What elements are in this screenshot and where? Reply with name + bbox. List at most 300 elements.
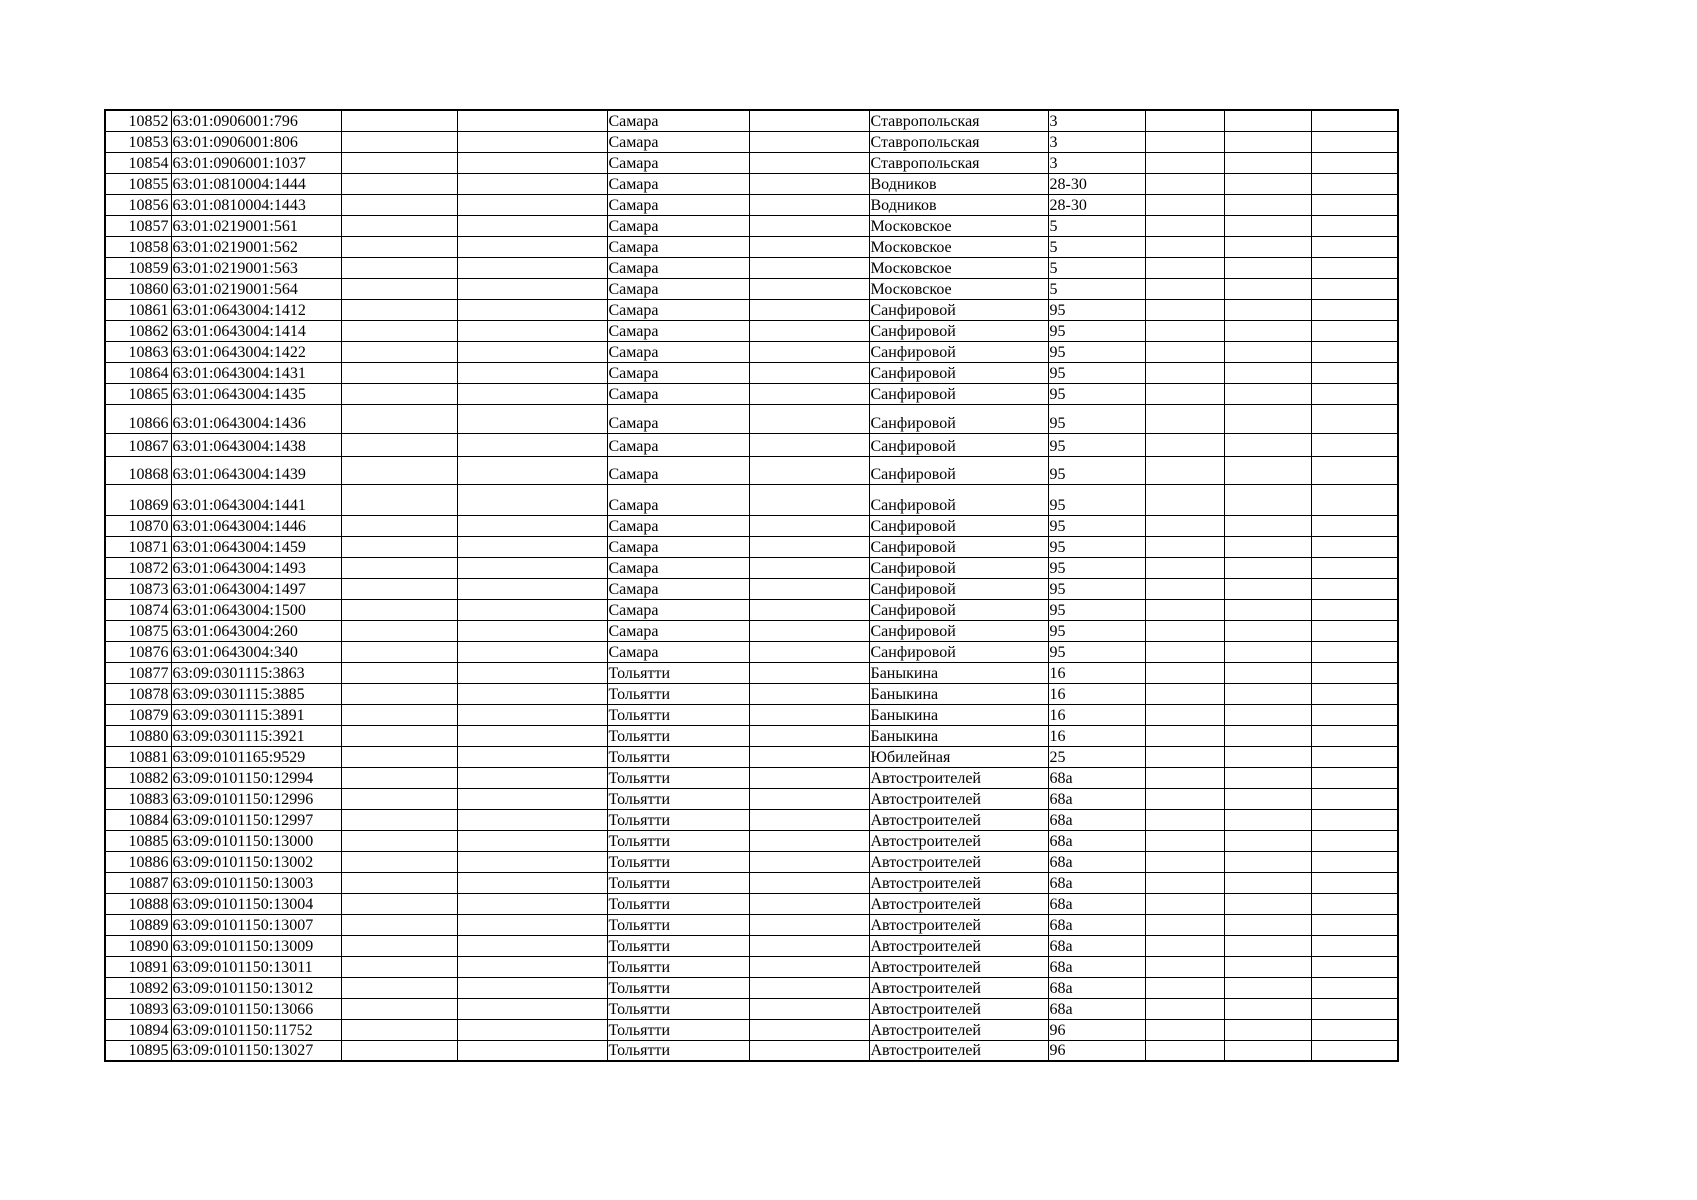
blank-col-10-cell xyxy=(1224,215,1311,236)
blank-col-9-cell xyxy=(1145,152,1224,173)
blank-col-6-cell xyxy=(749,599,869,620)
city-cell: Самара xyxy=(607,131,749,152)
row-number-cell: 10856 xyxy=(105,194,171,215)
blank-col-4-cell xyxy=(457,662,607,683)
house-number-cell: 95 xyxy=(1048,557,1145,578)
table-row xyxy=(105,362,1398,383)
blank-col-6-cell xyxy=(749,620,869,641)
blank-col-4-cell xyxy=(457,599,607,620)
blank-col-6-cell xyxy=(749,433,869,456)
blank-col-3-cell xyxy=(341,194,457,215)
table-row xyxy=(105,809,1398,830)
table-row xyxy=(105,404,1398,433)
blank-col-10-cell xyxy=(1224,320,1311,341)
row-number-cell: 10883 xyxy=(105,788,171,809)
blank-col-10-cell xyxy=(1224,1019,1311,1040)
blank-col-3-cell xyxy=(341,404,457,433)
house-number-cell: 95 xyxy=(1048,404,1145,433)
blank-col-3-cell xyxy=(341,278,457,299)
row-number-cell: 10886 xyxy=(105,851,171,872)
city-cell: Тольятти xyxy=(607,809,749,830)
table-row xyxy=(105,131,1398,152)
blank-col-10-cell xyxy=(1224,362,1311,383)
table-row xyxy=(105,1040,1398,1061)
row-number-cell: 10853 xyxy=(105,131,171,152)
city-cell: Самара xyxy=(607,536,749,557)
row-number-cell: 10889 xyxy=(105,914,171,935)
row-number-cell: 10881 xyxy=(105,746,171,767)
blank-col-6-cell xyxy=(749,456,869,484)
blank-col-11-cell xyxy=(1311,557,1398,578)
row-number-cell: 10878 xyxy=(105,683,171,704)
city-cell: Самара xyxy=(607,484,749,515)
street-cell: Баныкина xyxy=(869,704,1048,725)
blank-col-4-cell xyxy=(457,320,607,341)
row-number-cell: 10858 xyxy=(105,236,171,257)
blank-col-3-cell xyxy=(341,578,457,599)
street-cell: Санфировой xyxy=(869,404,1048,433)
blank-col-6-cell xyxy=(749,872,869,893)
blank-col-3-cell xyxy=(341,872,457,893)
blank-col-11-cell xyxy=(1311,725,1398,746)
city-cell: Самара xyxy=(607,620,749,641)
table-row xyxy=(105,257,1398,278)
street-cell: Баныкина xyxy=(869,725,1048,746)
table-row xyxy=(105,977,1398,998)
table-row xyxy=(105,704,1398,725)
table-row xyxy=(105,620,1398,641)
street-cell: Автостроителей xyxy=(869,935,1048,956)
cadastral-number-cell: 63:01:0643004:1414 xyxy=(171,320,341,341)
blank-col-3-cell xyxy=(341,557,457,578)
blank-col-9-cell xyxy=(1145,557,1224,578)
row-number-cell: 10855 xyxy=(105,173,171,194)
blank-col-9-cell xyxy=(1145,641,1224,662)
blank-col-10-cell xyxy=(1224,977,1311,998)
blank-col-9-cell xyxy=(1145,662,1224,683)
blank-col-6-cell xyxy=(749,851,869,872)
blank-col-3-cell xyxy=(341,599,457,620)
blank-col-11-cell xyxy=(1311,299,1398,320)
blank-col-11-cell xyxy=(1311,278,1398,299)
city-cell: Самара xyxy=(607,456,749,484)
blank-col-3-cell xyxy=(341,788,457,809)
row-number-cell: 10872 xyxy=(105,557,171,578)
blank-col-9-cell xyxy=(1145,194,1224,215)
blank-col-9-cell xyxy=(1145,383,1224,404)
row-number-cell: 10860 xyxy=(105,278,171,299)
city-cell: Тольятти xyxy=(607,746,749,767)
blank-col-6-cell xyxy=(749,1019,869,1040)
city-cell: Самара xyxy=(607,404,749,433)
blank-col-6-cell xyxy=(749,935,869,956)
blank-col-4-cell xyxy=(457,851,607,872)
blank-col-3-cell xyxy=(341,236,457,257)
house-number-cell: 96 xyxy=(1048,1019,1145,1040)
blank-col-3-cell xyxy=(341,433,457,456)
cadastral-number-cell: 63:09:0101150:12997 xyxy=(171,809,341,830)
city-cell: Тольятти xyxy=(607,683,749,704)
row-number-cell: 10880 xyxy=(105,725,171,746)
blank-col-3-cell xyxy=(341,1040,457,1061)
blank-col-3-cell xyxy=(341,914,457,935)
blank-col-6-cell xyxy=(749,998,869,1019)
street-cell: Автостроителей xyxy=(869,809,1048,830)
street-cell: Автостроителей xyxy=(869,956,1048,977)
cadastral-number-cell: 63:01:0906001:806 xyxy=(171,131,341,152)
blank-col-9-cell xyxy=(1145,683,1224,704)
blank-col-9-cell xyxy=(1145,1040,1224,1061)
blank-col-4-cell xyxy=(457,236,607,257)
blank-col-3-cell xyxy=(341,320,457,341)
blank-col-10-cell xyxy=(1224,341,1311,362)
table-row xyxy=(105,557,1398,578)
blank-col-10-cell xyxy=(1224,433,1311,456)
cadastral-number-cell: 63:01:0643004:340 xyxy=(171,641,341,662)
blank-col-9-cell xyxy=(1145,998,1224,1019)
table-row xyxy=(105,956,1398,977)
row-number-cell: 10892 xyxy=(105,977,171,998)
row-number-cell: 10873 xyxy=(105,578,171,599)
cadastral-number-cell: 63:09:0101150:13003 xyxy=(171,872,341,893)
cadastral-number-cell: 63:01:0219001:561 xyxy=(171,215,341,236)
blank-col-6-cell xyxy=(749,977,869,998)
street-cell: Санфировой xyxy=(869,620,1048,641)
city-cell: Тольятти xyxy=(607,851,749,872)
blank-col-4-cell xyxy=(457,872,607,893)
city-cell: Тольятти xyxy=(607,1019,749,1040)
street-cell: Санфировой xyxy=(869,599,1048,620)
blank-col-4-cell xyxy=(457,935,607,956)
blank-col-9-cell xyxy=(1145,173,1224,194)
table-row xyxy=(105,383,1398,404)
blank-col-9-cell xyxy=(1145,935,1224,956)
table-row xyxy=(105,767,1398,788)
city-cell: Тольятти xyxy=(607,788,749,809)
blank-col-3-cell xyxy=(341,173,457,194)
table-row xyxy=(105,935,1398,956)
blank-col-9-cell xyxy=(1145,341,1224,362)
blank-col-3-cell xyxy=(341,641,457,662)
blank-col-10-cell xyxy=(1224,830,1311,851)
blank-col-6-cell xyxy=(749,641,869,662)
blank-col-9-cell xyxy=(1145,299,1224,320)
row-number-cell: 10863 xyxy=(105,341,171,362)
house-number-cell: 95 xyxy=(1048,515,1145,536)
blank-col-10-cell xyxy=(1224,641,1311,662)
street-cell: Санфировой xyxy=(869,641,1048,662)
cadastral-number-cell: 63:01:0643004:1500 xyxy=(171,599,341,620)
blank-col-4-cell xyxy=(457,578,607,599)
blank-col-6-cell xyxy=(749,704,869,725)
blank-col-4-cell xyxy=(457,1040,607,1061)
blank-col-4-cell xyxy=(457,956,607,977)
street-cell: Водников xyxy=(869,173,1048,194)
table-row xyxy=(105,152,1398,173)
city-cell: Тольятти xyxy=(607,977,749,998)
cadastral-number-cell: 63:01:0810004:1444 xyxy=(171,173,341,194)
table-row xyxy=(105,236,1398,257)
row-number-cell: 10864 xyxy=(105,362,171,383)
cadastral-number-cell: 63:01:0219001:563 xyxy=(171,257,341,278)
blank-col-6-cell xyxy=(749,110,869,131)
street-cell: Санфировой xyxy=(869,456,1048,484)
blank-col-4-cell xyxy=(457,299,607,320)
house-number-cell: 95 xyxy=(1048,641,1145,662)
table-row xyxy=(105,299,1398,320)
table-row xyxy=(105,110,1398,131)
blank-col-11-cell xyxy=(1311,851,1398,872)
blank-col-9-cell xyxy=(1145,977,1224,998)
blank-col-9-cell xyxy=(1145,215,1224,236)
street-cell: Автостроителей xyxy=(869,788,1048,809)
row-number-cell: 10867 xyxy=(105,433,171,456)
blank-col-9-cell xyxy=(1145,893,1224,914)
cadastral-number-cell: 63:01:0219001:564 xyxy=(171,278,341,299)
blank-col-9-cell xyxy=(1145,110,1224,131)
blank-col-10-cell xyxy=(1224,1040,1311,1061)
table-row xyxy=(105,662,1398,683)
blank-col-11-cell xyxy=(1311,893,1398,914)
street-cell: Московское xyxy=(869,278,1048,299)
row-number-cell: 10862 xyxy=(105,320,171,341)
blank-col-9-cell xyxy=(1145,788,1224,809)
street-cell: Санфировой xyxy=(869,299,1048,320)
blank-col-9-cell xyxy=(1145,914,1224,935)
blank-col-9-cell xyxy=(1145,484,1224,515)
blank-col-11-cell xyxy=(1311,662,1398,683)
blank-col-3-cell xyxy=(341,215,457,236)
cadastral-number-cell: 63:01:0643004:1493 xyxy=(171,557,341,578)
street-cell: Ставропольская xyxy=(869,152,1048,173)
street-cell: Автостроителей xyxy=(869,914,1048,935)
blank-col-11-cell xyxy=(1311,152,1398,173)
blank-col-6-cell xyxy=(749,341,869,362)
cadastral-number-cell: 63:01:0643004:1431 xyxy=(171,362,341,383)
city-cell: Самара xyxy=(607,278,749,299)
house-number-cell: 5 xyxy=(1048,236,1145,257)
blank-col-10-cell xyxy=(1224,515,1311,536)
street-cell: Санфировой xyxy=(869,515,1048,536)
house-number-cell: 95 xyxy=(1048,299,1145,320)
house-number-cell: 68а xyxy=(1048,914,1145,935)
blank-col-3-cell xyxy=(341,851,457,872)
blank-col-3-cell xyxy=(341,620,457,641)
city-cell: Самара xyxy=(607,641,749,662)
blank-col-3-cell xyxy=(341,809,457,830)
table-row xyxy=(105,215,1398,236)
blank-col-6-cell xyxy=(749,152,869,173)
blank-col-9-cell xyxy=(1145,620,1224,641)
blank-col-11-cell xyxy=(1311,1019,1398,1040)
table-row xyxy=(105,746,1398,767)
cadastral-number-cell: 63:01:0643004:1422 xyxy=(171,341,341,362)
blank-col-4-cell xyxy=(457,767,607,788)
blank-col-11-cell xyxy=(1311,536,1398,557)
table-row xyxy=(105,341,1398,362)
city-cell: Самара xyxy=(607,433,749,456)
blank-col-9-cell xyxy=(1145,362,1224,383)
cadastral-number-cell: 63:01:0810004:1443 xyxy=(171,194,341,215)
blank-col-9-cell xyxy=(1145,851,1224,872)
blank-col-6-cell xyxy=(749,725,869,746)
city-cell: Тольятти xyxy=(607,1040,749,1061)
row-number-cell: 10875 xyxy=(105,620,171,641)
blank-col-11-cell xyxy=(1311,809,1398,830)
blank-col-3-cell xyxy=(341,998,457,1019)
row-number-cell: 10876 xyxy=(105,641,171,662)
table-row xyxy=(105,830,1398,851)
blank-col-11-cell xyxy=(1311,383,1398,404)
blank-col-3-cell xyxy=(341,1019,457,1040)
row-number-cell: 10895 xyxy=(105,1040,171,1061)
blank-col-10-cell xyxy=(1224,536,1311,557)
blank-col-9-cell xyxy=(1145,704,1224,725)
blank-col-9-cell xyxy=(1145,131,1224,152)
blank-col-6-cell xyxy=(749,131,869,152)
house-number-cell: 5 xyxy=(1048,257,1145,278)
blank-col-9-cell xyxy=(1145,578,1224,599)
blank-col-9-cell xyxy=(1145,1019,1224,1040)
blank-col-9-cell xyxy=(1145,767,1224,788)
blank-col-6-cell xyxy=(749,278,869,299)
house-number-cell: 16 xyxy=(1048,683,1145,704)
blank-col-10-cell xyxy=(1224,456,1311,484)
blank-col-10-cell xyxy=(1224,383,1311,404)
blank-col-10-cell xyxy=(1224,110,1311,131)
row-number-cell: 10884 xyxy=(105,809,171,830)
house-number-cell: 95 xyxy=(1048,383,1145,404)
blank-col-4-cell xyxy=(457,1019,607,1040)
blank-col-6-cell xyxy=(749,236,869,257)
blank-col-3-cell xyxy=(341,830,457,851)
blank-col-6-cell xyxy=(749,257,869,278)
blank-col-6-cell xyxy=(749,484,869,515)
row-number-cell: 10861 xyxy=(105,299,171,320)
city-cell: Тольятти xyxy=(607,914,749,935)
table-row xyxy=(105,578,1398,599)
street-cell: Санфировой xyxy=(869,578,1048,599)
cadastral-number-cell: 63:01:0643004:1446 xyxy=(171,515,341,536)
row-number-cell: 10859 xyxy=(105,257,171,278)
blank-col-3-cell xyxy=(341,456,457,484)
blank-col-11-cell xyxy=(1311,914,1398,935)
cadastral-number-cell: 63:01:0643004:1441 xyxy=(171,484,341,515)
blank-col-9-cell xyxy=(1145,320,1224,341)
street-cell: Санфировой xyxy=(869,341,1048,362)
street-cell: Московское xyxy=(869,215,1048,236)
blank-col-4-cell xyxy=(457,484,607,515)
blank-col-10-cell xyxy=(1224,620,1311,641)
street-cell: Санфировой xyxy=(869,383,1048,404)
house-number-cell: 95 xyxy=(1048,620,1145,641)
table-row xyxy=(105,1019,1398,1040)
cadastral-number-cell: 63:01:0906001:796 xyxy=(171,110,341,131)
street-cell: Автостроителей xyxy=(869,767,1048,788)
blank-col-6-cell xyxy=(749,746,869,767)
blank-col-11-cell xyxy=(1311,173,1398,194)
cadastral-number-cell: 63:09:0101150:13009 xyxy=(171,935,341,956)
blank-col-10-cell xyxy=(1224,662,1311,683)
city-cell: Самара xyxy=(607,173,749,194)
blank-col-11-cell xyxy=(1311,956,1398,977)
blank-col-3-cell xyxy=(341,299,457,320)
blank-col-6-cell xyxy=(749,557,869,578)
blank-col-6-cell xyxy=(749,830,869,851)
table-row xyxy=(105,893,1398,914)
table-row xyxy=(105,433,1398,456)
street-cell: Автостроителей xyxy=(869,893,1048,914)
blank-col-3-cell xyxy=(341,383,457,404)
blank-col-6-cell xyxy=(749,362,869,383)
house-number-cell: 68а xyxy=(1048,872,1145,893)
blank-col-4-cell xyxy=(457,746,607,767)
cadastral-number-cell: 63:01:0643004:260 xyxy=(171,620,341,641)
blank-col-11-cell xyxy=(1311,620,1398,641)
blank-col-4-cell xyxy=(457,515,607,536)
cadastral-number-cell: 63:09:0101150:11752 xyxy=(171,1019,341,1040)
blank-col-6-cell xyxy=(749,956,869,977)
blank-col-4-cell xyxy=(457,278,607,299)
blank-col-6-cell xyxy=(749,536,869,557)
row-number-cell: 10865 xyxy=(105,383,171,404)
blank-col-9-cell xyxy=(1145,236,1224,257)
blank-col-10-cell xyxy=(1224,935,1311,956)
blank-col-10-cell xyxy=(1224,788,1311,809)
city-cell: Самара xyxy=(607,362,749,383)
blank-col-11-cell xyxy=(1311,578,1398,599)
row-number-cell: 10879 xyxy=(105,704,171,725)
blank-col-4-cell xyxy=(457,362,607,383)
blank-col-10-cell xyxy=(1224,152,1311,173)
blank-col-11-cell xyxy=(1311,257,1398,278)
blank-col-10-cell xyxy=(1224,278,1311,299)
blank-col-6-cell xyxy=(749,683,869,704)
table-row xyxy=(105,278,1398,299)
blank-col-10-cell xyxy=(1224,725,1311,746)
blank-col-10-cell xyxy=(1224,809,1311,830)
blank-col-11-cell xyxy=(1311,236,1398,257)
row-number-cell: 10888 xyxy=(105,893,171,914)
blank-col-10-cell xyxy=(1224,914,1311,935)
blank-col-4-cell xyxy=(457,536,607,557)
city-cell: Самара xyxy=(607,299,749,320)
cadastral-number-cell: 63:09:0101150:13002 xyxy=(171,851,341,872)
city-cell: Тольятти xyxy=(607,998,749,1019)
blank-col-10-cell xyxy=(1224,746,1311,767)
blank-col-3-cell xyxy=(341,131,457,152)
blank-col-6-cell xyxy=(749,515,869,536)
cadastral-number-cell: 63:09:0101150:13012 xyxy=(171,977,341,998)
blank-col-4-cell xyxy=(457,404,607,433)
blank-col-9-cell xyxy=(1145,515,1224,536)
house-number-cell: 68а xyxy=(1048,956,1145,977)
row-number-cell: 10877 xyxy=(105,662,171,683)
table-row xyxy=(105,456,1398,484)
cadastral-number-cell: 63:09:0301115:3891 xyxy=(171,704,341,725)
house-number-cell: 68а xyxy=(1048,851,1145,872)
blank-col-3-cell xyxy=(341,725,457,746)
cadastral-number-cell: 63:01:0643004:1459 xyxy=(171,536,341,557)
city-cell: Самара xyxy=(607,599,749,620)
cadastral-number-cell: 63:09:0101150:13000 xyxy=(171,830,341,851)
blank-col-6-cell xyxy=(749,767,869,788)
blank-col-3-cell xyxy=(341,767,457,788)
blank-col-11-cell xyxy=(1311,1040,1398,1061)
blank-col-3-cell xyxy=(341,257,457,278)
row-number-cell: 10868 xyxy=(105,456,171,484)
blank-col-3-cell xyxy=(341,110,457,131)
